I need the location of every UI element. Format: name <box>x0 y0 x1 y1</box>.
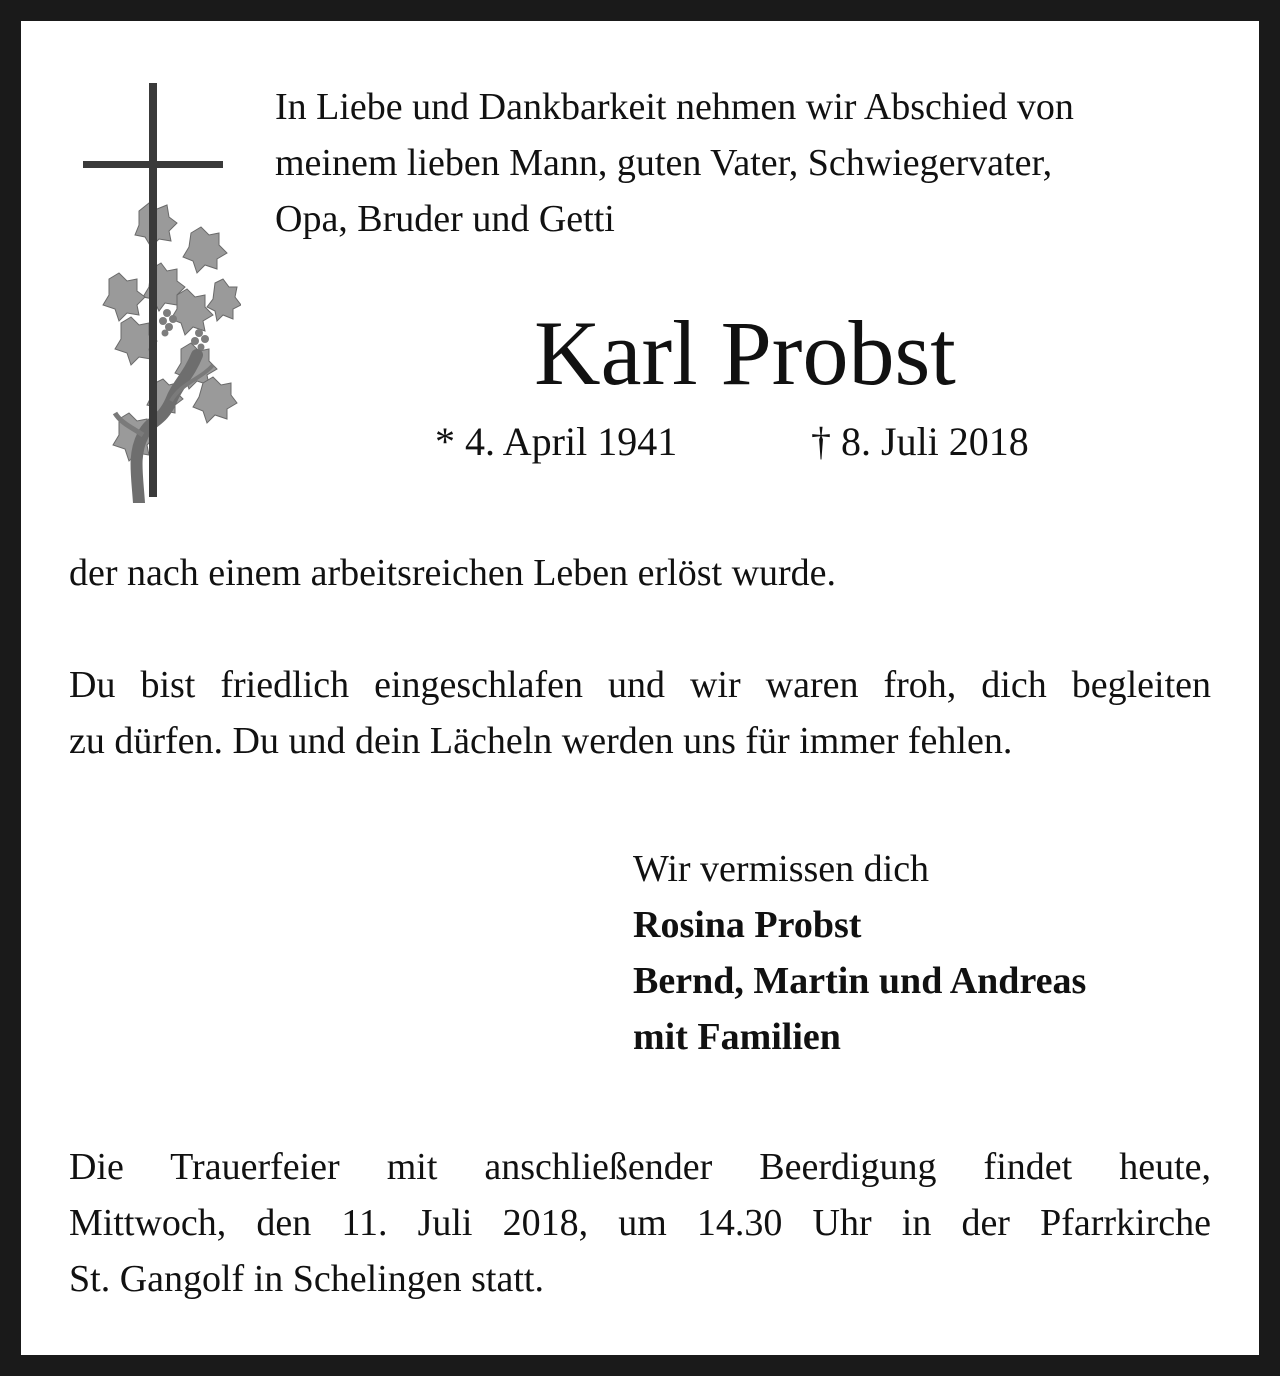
funeral-notice-line: Die Trauerfeier mit anschließender Beerdigung findet heute, <box>69 1146 1211 1188</box>
obituary-card <box>21 21 1259 1355</box>
funeral-notice-line: St. Gangolf in Schelingen statt. <box>69 1258 544 1300</box>
intro-text <box>275 79 1215 247</box>
death-date: † 8. Juli 2018 <box>811 419 1029 464</box>
mourner-name: mit Familien <box>633 1016 841 1058</box>
signature-intro: Wir vermissen dich <box>633 848 930 890</box>
intro-line: In Liebe und Dankbarkeit nehmen wir Abschied von <box>275 86 1074 128</box>
mourner-name: Rosina Probst <box>633 904 862 946</box>
signature-block <box>633 841 1213 1065</box>
intro-line: meinem lieben Mann, guten Vater, Schwiegervater, <box>275 142 1053 184</box>
tribute-line: der nach einem arbeitsreichen Leben erlöst wurde. <box>69 552 837 594</box>
cross-with-vine-icon <box>81 83 241 503</box>
intro-line: Opa, Bruder und Getti <box>275 198 615 240</box>
birth-date: * 4. April 1941 <box>435 419 678 464</box>
tribute-paragraph-line: Du bist friedlich eingeschlafen und wir waren froh, dich begleiten <box>69 664 1211 706</box>
deceased-name: Karl Probst <box>534 302 956 404</box>
mourner-name: Bernd, Martin und Andreas <box>633 960 1087 1002</box>
tribute-paragraph <box>69 657 1211 769</box>
tribute-paragraph-line: zu dürfen. Du und dein Lächeln werden uns für immer fehlen. <box>69 720 1013 762</box>
funeral-notice-line: Mittwoch, den 11. Juli 2018, um 14.30 Uhr in der Pfarrkirche <box>69 1202 1211 1244</box>
funeral-notice <box>69 1139 1211 1307</box>
